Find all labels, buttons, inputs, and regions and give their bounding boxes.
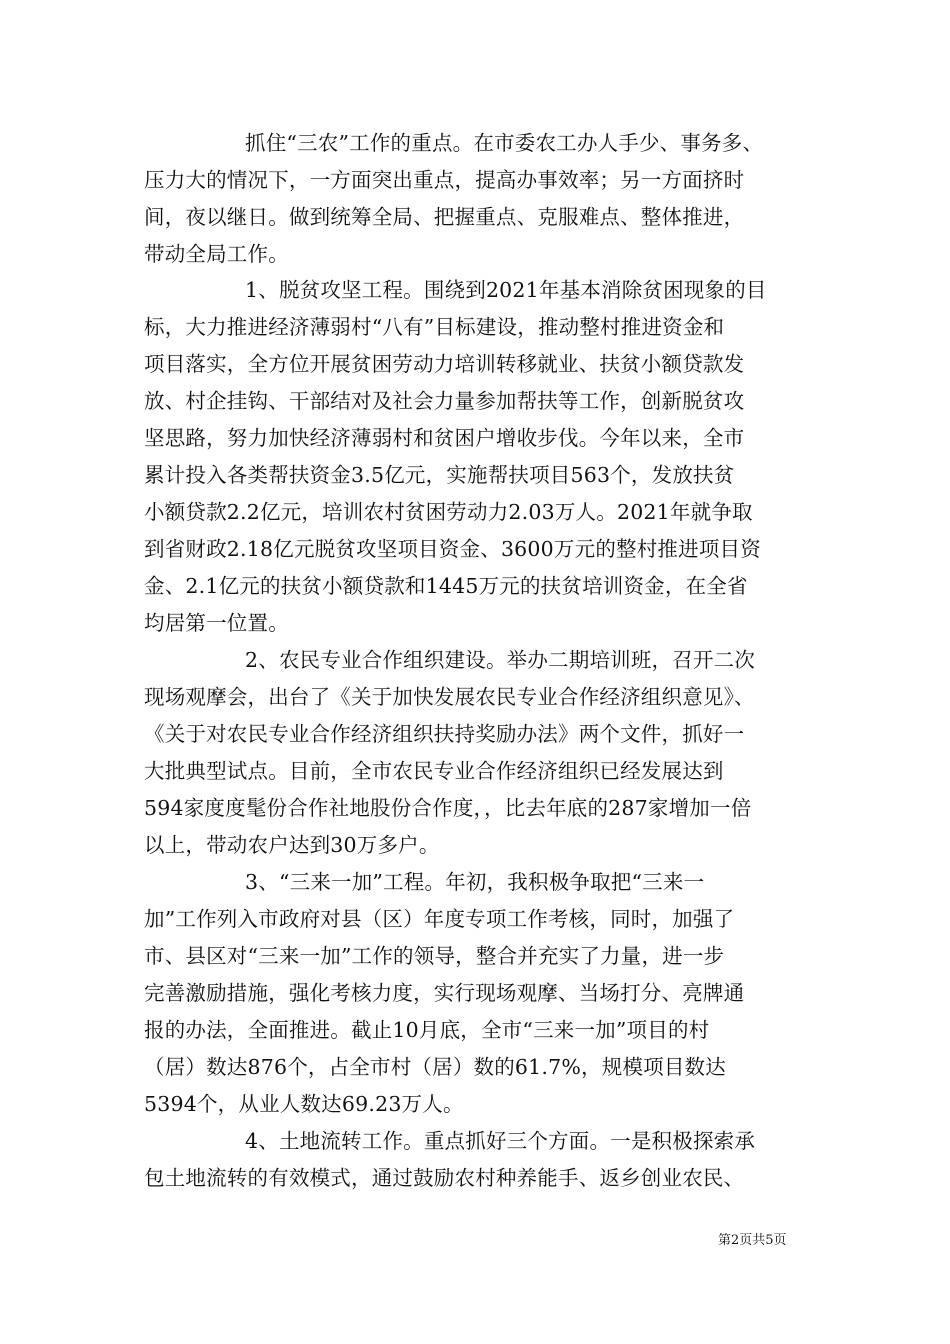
text-line: 报的办法，全面推进。截止10月底，全市“三来一加”项目的村: [144, 1018, 710, 1042]
text-line: 小额贷款2.2亿元，培训农村贫困劳动力2.03万人。2021年就争取: [144, 500, 753, 524]
text-line: 3、“三来一加”工程。年初，我积极争取把“三来一: [245, 870, 705, 894]
text-line: 放、村企挂钩、干部结对及社会力量参加帮扶等工作，创新脱贫攻: [144, 389, 745, 413]
text-line: 压力大的情况下，一方面突出重点，提高办事效率；另一方面挤时: [144, 168, 745, 192]
text-line: 2、农民专业合作组织建设。举办二期培训班，召开二次: [245, 648, 756, 672]
text-line: 到省财政2.18亿元脱贫攻坚项目资金、3600万元的整村推进项目资: [144, 537, 761, 561]
text-line: 以上，带动农户达到30万多户。: [144, 833, 440, 857]
text-line: 金、2.1亿元的扶贫小额贷款和1445万元的扶贫培训资金，在全省: [144, 574, 748, 598]
text-line: 坚思路，努力加快经济薄弱村和贫困户增收步伐。今年以来，全市: [144, 426, 745, 450]
text-line: 标，大力推进经济薄弱村“八有”目标建设，推动整村推进资金和: [144, 315, 725, 339]
text-line: 《关于对农民专业合作经济组织扶持奖励办法》两个文件，抓好一: [144, 722, 745, 746]
text-line: 均居第一位置。: [144, 611, 289, 635]
text-line: 1、脱贫攻坚工程。围绕到2021年基本消除贫困现象的目: [245, 278, 767, 302]
text-line: 完善激励措施，强化考核力度，实行现场观摩、当场打分、亮牌通: [144, 981, 745, 1005]
text-line: 大批典型试点。目前，全市农民专业合作经济组织已经发展达到: [144, 759, 724, 783]
text-line: 带动全局工作。: [144, 242, 289, 266]
text-line: （居）数达876个，占全市村（居）数的61.7%，规模项目数达: [144, 1055, 726, 1079]
page-number: 第2页共5页: [718, 1233, 787, 1248]
text-line: 市、县区对“三来一加”工作的领导，整合并充实了力量，进一步: [144, 944, 725, 968]
text-line: 594家度度髦份合作社地股份合作度，，比去年底的287家增加一倍: [144, 796, 752, 820]
text-line: 现场观摩会，出台了《关于加快发展农民专业合作经济组织意见》、: [144, 685, 755, 709]
text-line: 5394个，从业人数达69.23万人。: [144, 1092, 464, 1116]
text-line: 累计投入各类帮扶资金3.5亿元，实施帮扶项目563个，发放扶贫: [144, 463, 735, 487]
text-line: 加”工作列入市政府对县（区）年度专项工作考核，同时，加强了: [144, 907, 735, 931]
text-line: 包土地流转的有效模式，通过鼓励农村种养能手、返乡创业农民、: [144, 1166, 745, 1190]
text-line: 项目落实，全方位开展贫困劳动力培训转移就业、扶贫小额贷款发: [144, 352, 745, 376]
text-line: 间，夜以继日。做到统筹全局、把握重点、克服难点、整体推进，: [144, 205, 745, 229]
text-line: 抓住“三农”工作的重点。在市委农工办人手少、事务多、: [245, 131, 764, 155]
text-line: 4、土地流转工作。重点抓好三个方面。一是积极探索承: [245, 1129, 756, 1153]
